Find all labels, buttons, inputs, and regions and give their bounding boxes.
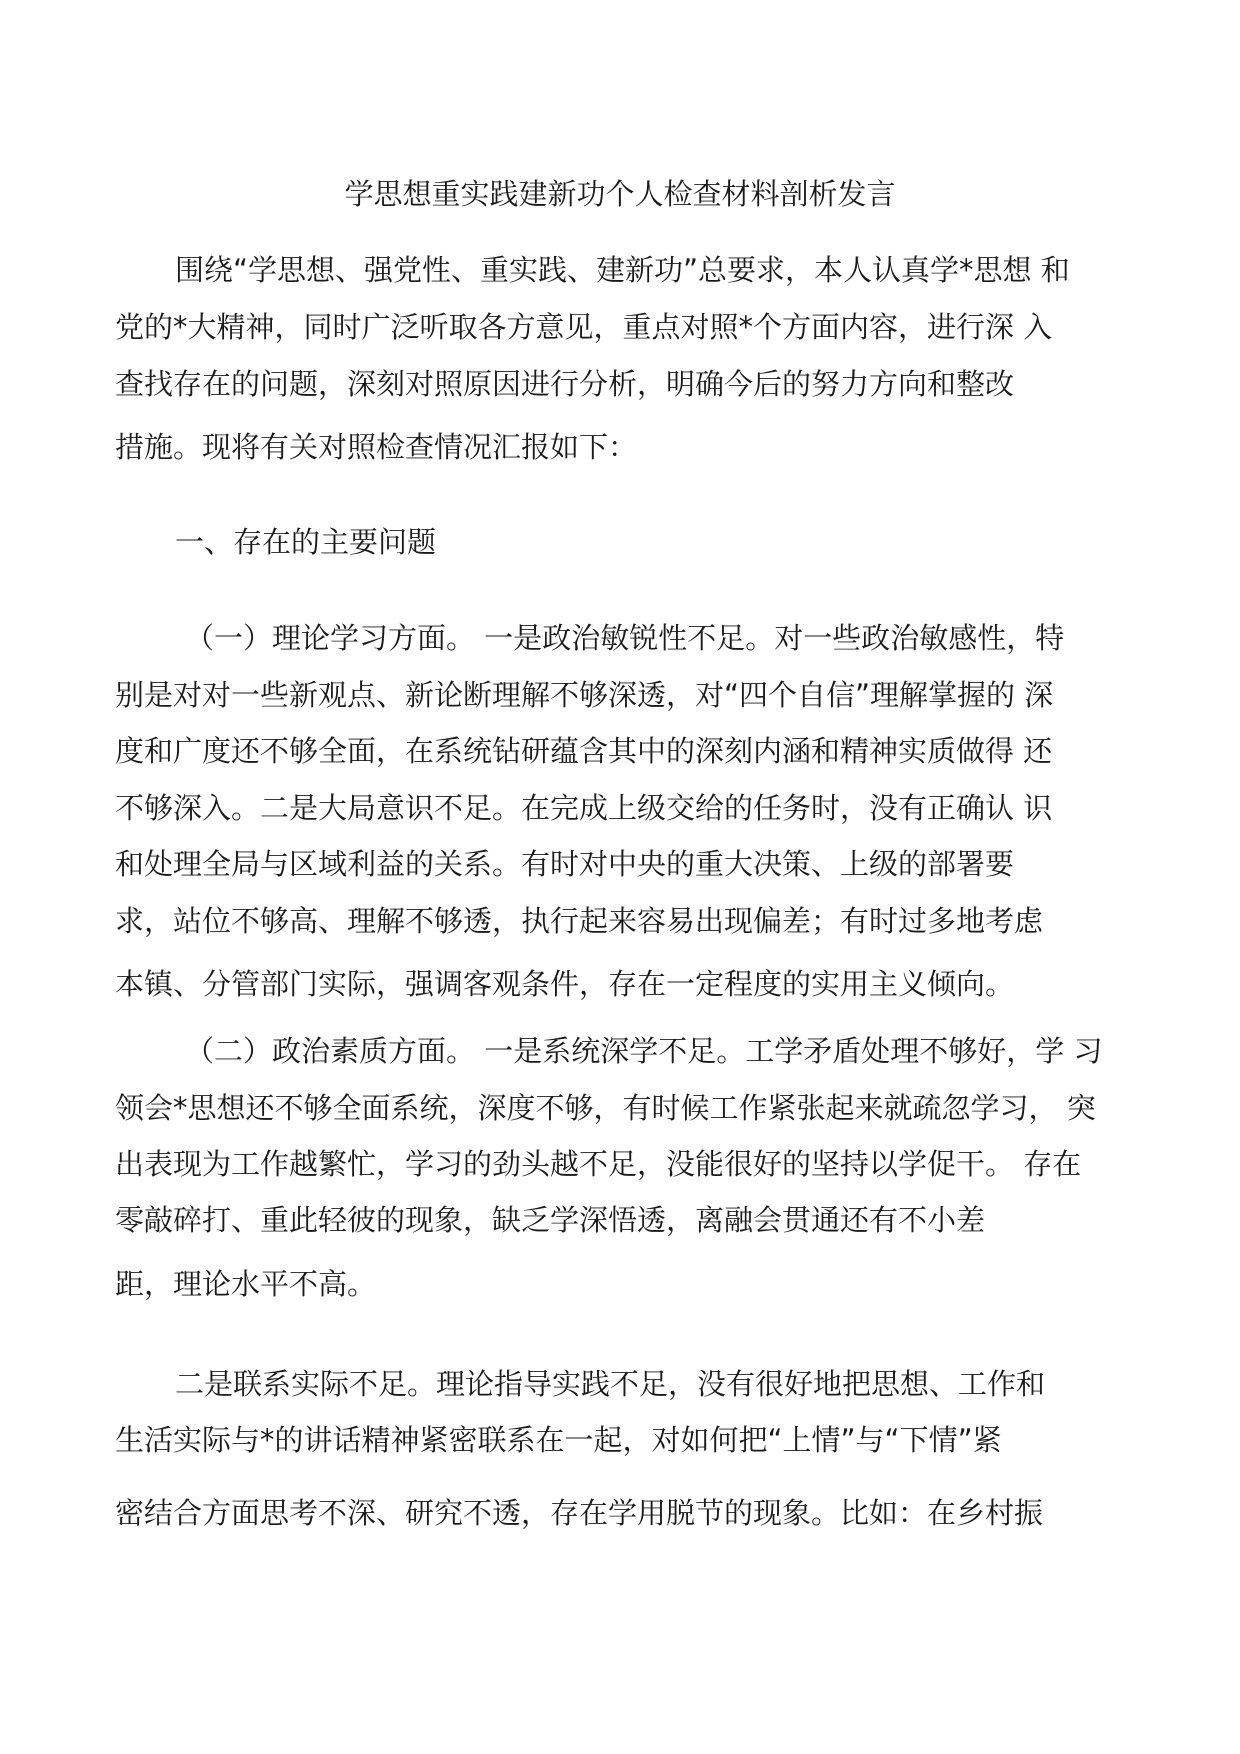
paragraph-line: 本镇、分管部门实际，强调客观条件，存在一定程度的实用主义倾向。 xyxy=(115,967,1015,1001)
paragraph-line: （二）政治素质方面。 一是系统深学不足。工学矛盾处理不够好，学 习 xyxy=(185,1034,1103,1068)
paragraph-line: 距，理论水平不高。 xyxy=(115,1267,377,1301)
paragraph-line: 查找存在的问题，深刻对照原因进行分析，明确今后的努力方向和整改 xyxy=(115,367,1015,401)
paragraph-line: 度和广度还不够全面，在系统钻研蕴含其中的深刻内涵和精神实质做得 还 xyxy=(115,734,1053,768)
paragraph-line: 求，站位不够高、理解不够透，执行起来容易出现偏差；有时过多地考虑 xyxy=(115,904,1044,938)
paragraph-line: 出表现为工作越繁忙，学习的劲头越不足，没能很好的坚持以学促干。 存在 xyxy=(115,1147,1082,1181)
paragraph-line: 生活实际与*的讲话精神紧密联系在一起，对如何把“上情”与“下情”紧 xyxy=(115,1423,1002,1457)
paragraph-line: 和处理全局与区域利益的关系。有时对中央的重大决策、上级的部署要 xyxy=(115,847,1015,881)
paragraph-line: 党的*大精神，同时广泛听取各方意见，重点对照*个方面内容，进行深 入 xyxy=(115,310,1053,344)
paragraph-line: 二是联系实际不足。理论指导实践不足，没有很好地把思想、工作和 xyxy=(175,1367,1046,1401)
paragraph-line: 围绕“学思想、强党性、重实践、建新功”总要求，本人认真学*思想 和 xyxy=(175,253,1070,287)
paragraph-line: （一）理论学习方面。 一是政治敏锐性不足。对一些政治敏感性，特 xyxy=(185,621,1065,655)
paragraph-line: 密结合方面思考不深、研究不透，存在学用脱节的现象。比如：在乡村振 xyxy=(115,1496,1044,1530)
paragraph-line: 不够深入。二是大局意识不足。在完成上级交给的任务时，没有正确认 识 xyxy=(115,791,1053,825)
paragraph-line: 零敲碎打、重此轻彼的现象，缺乏学深悟透，离融会贯通还有不小差 xyxy=(115,1203,986,1237)
section-heading: 一、存在的主要问题 xyxy=(175,525,437,559)
document-title: 学思想重实践建新功个人检查材料剖析发言 xyxy=(344,177,896,211)
paragraph-line: 领会*思想还不够全面系统，深度不够，有时候工作紧张起来就疏忽学习， 突 xyxy=(115,1091,1096,1125)
paragraph-line: 别是对对一些新观点、新论断理解不够深透，对“四个自信”理解掌握的 深 xyxy=(115,678,1054,712)
paragraph-line: 措施。现将有关对照检查情况汇报如下： xyxy=(115,430,638,464)
